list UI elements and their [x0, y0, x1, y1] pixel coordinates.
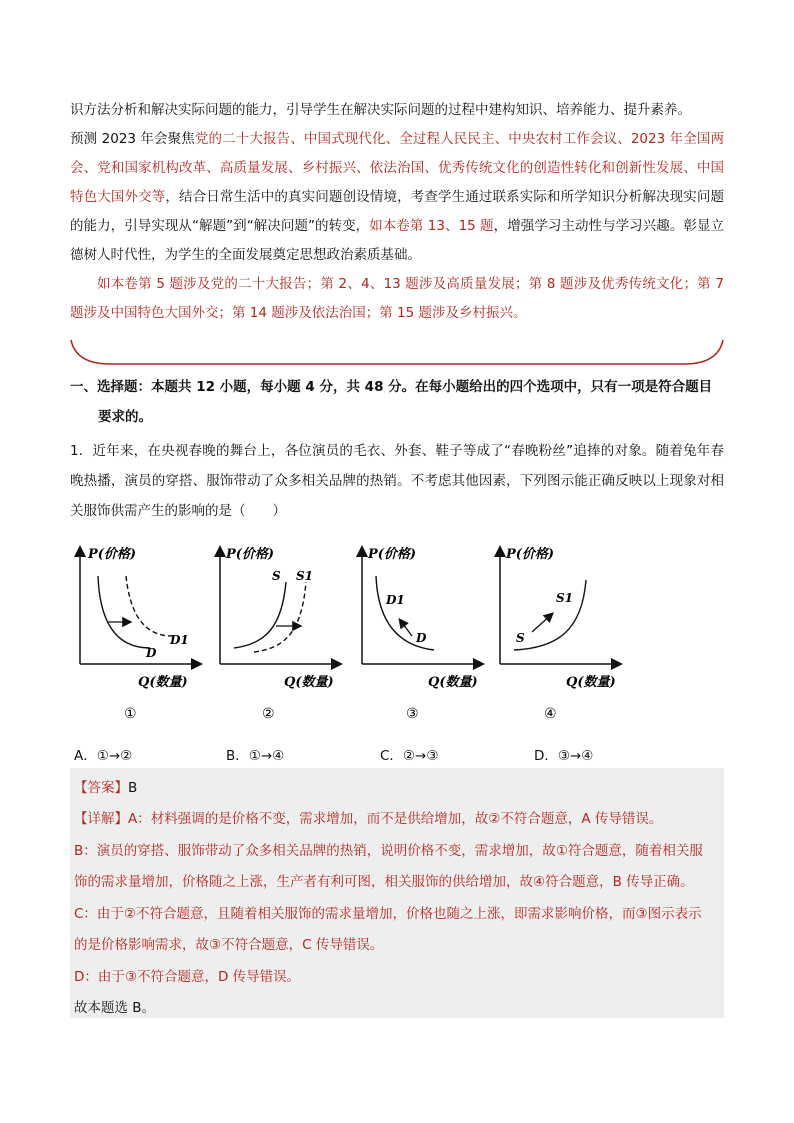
graph-number: ④	[544, 706, 557, 722]
graph-2	[214, 540, 344, 730]
graph-2-svg	[214, 540, 344, 730]
graph-1	[74, 540, 204, 730]
curve-s1	[254, 582, 306, 652]
curve-b-label: D1	[170, 633, 189, 647]
answer-options	[74, 740, 694, 766]
graph-number: ③	[406, 706, 419, 722]
graph-1-svg	[74, 540, 204, 730]
detail-b-line2: 饰的需求量增加，价格随之上涨，生产者有利可图，相关服饰的供给增加，故④符合题意，B 传导正确。	[74, 874, 694, 890]
curve-d	[98, 576, 150, 648]
conclusion: 故本题选 B。	[74, 1000, 156, 1016]
graph-group	[74, 540, 634, 730]
intro-line1: 识方法分析和解决实际问题的能力，引导学生在解决实际问题的过程中建构知识、培养能力、提升素养。	[70, 102, 691, 118]
detail-c-line2: 的是价格影响需求，故③不符合题意，C 传导错误。	[74, 937, 384, 953]
question-1-stem: 1．近年来，在央视春晚的舞台上，各位演员的毛衣、外套、鞋子等成了“春晚粉丝”追捧的对象。随着兔年春晚热播，演员的穿搭、服饰带动了众多相关品牌的热销。不考虑其他因素，下列图示能正确反映以上现象对相关服饰供需产生的影响的是（ ）	[70, 443, 724, 519]
option-b[interactable]: B．①→④	[226, 748, 285, 764]
curve-a-label: D	[416, 631, 427, 645]
curve-a-label: S	[272, 569, 281, 583]
intro-text-end: ，增强学习主动性与学习兴趣。彰显立德树人时代性，为学生的全面发展奠定思想政治素质基础。	[70, 218, 724, 263]
detail-d: D：由于③不符合题意，D 传导错误。	[74, 969, 301, 985]
curve-d1	[126, 576, 172, 636]
y-axis-label: P(价格)	[368, 547, 417, 562]
graph-4	[494, 540, 624, 730]
section-divider	[70, 338, 724, 372]
curve-a-label: D	[146, 646, 157, 660]
movement-arrow	[532, 614, 552, 632]
detail-label: 【详解】	[74, 811, 128, 827]
answer-label: 【答案】	[74, 780, 128, 796]
intro-text: 预测 2023 年会聚焦	[70, 131, 195, 147]
intro-section	[70, 96, 724, 328]
section-heading	[70, 372, 724, 432]
x-axis-label: Q(数量)	[284, 675, 334, 690]
x-axis-label: Q(数量)	[138, 675, 188, 690]
x-axis-label: Q(数量)	[428, 675, 478, 690]
curve-a-label: S	[516, 631, 525, 645]
y-axis-label: P(价格)	[226, 547, 275, 562]
intro-text-post: ，结合日常生活中的真实问题创设情境，考查学生通过联系实际和所学知识分析解决现实问题的能力，引导实现从“解题”到“解决问题”的转变，	[70, 189, 725, 234]
graph-number: ②	[262, 706, 275, 722]
answer-line	[74, 776, 137, 796]
section-heading-line2: 要求的。	[98, 409, 152, 425]
option-d[interactable]: D．③→④	[534, 748, 594, 764]
option-c[interactable]: C．②→③	[380, 748, 439, 764]
graph-4-svg	[494, 540, 624, 730]
curve-b-label: S1	[556, 591, 574, 605]
curve-b-label: D1	[386, 593, 405, 607]
x-axis-label: Q(数量)	[566, 675, 616, 690]
intro-example-ref: 如本卷第 13、15 题	[369, 218, 494, 234]
y-axis-label: P(价格)	[506, 547, 555, 562]
answer-value: B	[128, 780, 138, 796]
movement-arrow	[400, 620, 412, 636]
section-heading-line1: 一、选择题：本题共 12 小题，每小题 4 分，共 48 分。在每小题给出的四个选项中，只有一项是符合题目	[70, 379, 713, 395]
intro-topics: 党的二十大报告、中国式现代化、全过程人民民主、中央农村工作会议、2023 年全国两会、党和国家机构改革、高质量发展、乡村振兴、依法治国、优秀传统文化的创造性转化和创新性发展、中国特色大国外交等	[70, 131, 724, 205]
detail-line-a	[74, 807, 662, 827]
intro-paragraph	[70, 96, 724, 270]
curve-s	[234, 582, 286, 648]
answer-explanation-box	[70, 768, 724, 1018]
detail-b-line1: B：演员的穿搭、服饰带动了众多相关品牌的热销，说明价格不变，需求增加，故①符合题意，随着相关服	[74, 843, 703, 859]
detail-c-line1: C：由于②不符合题意，且随着相关服饰的需求量增加，价格也随之上涨，即需求影响价格，而③图示表示	[74, 906, 702, 922]
curve-b-label: S1	[296, 569, 314, 583]
graph-3-svg	[356, 540, 486, 730]
graph-number: ①	[124, 706, 137, 722]
intro-question-mapping: 如本卷第 5 题涉及党的二十大报告；第 2、4、13 题涉及高质量发展；第 8 题涉及优秀传统文化；第 7 题涉及中国特色大国外交；第 14 题涉及依法治国；第 15 题涉及乡村振兴。	[70, 276, 724, 321]
detail-a: A：材料强调的是价格不变，需求增加，而不是供给增加，故②不符合题意，A 传导错误。	[128, 811, 663, 827]
graph-3	[356, 540, 486, 730]
option-a[interactable]: A．①→②	[74, 748, 133, 764]
y-axis-label: P(价格)	[88, 547, 137, 562]
